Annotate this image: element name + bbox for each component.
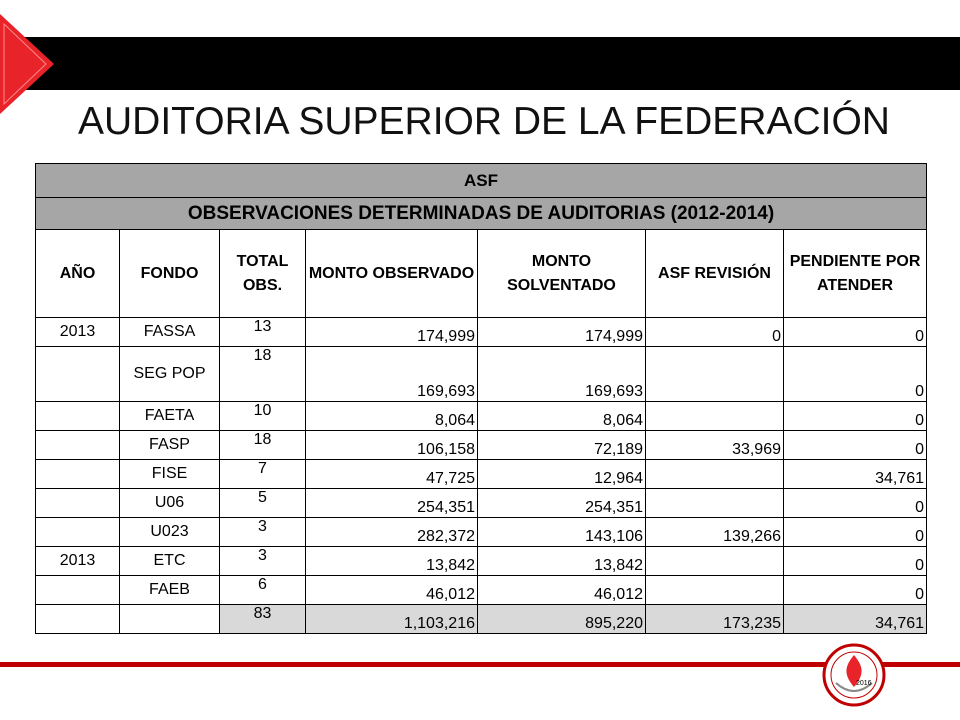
table-row — [36, 318, 927, 347]
cell-year — [36, 402, 120, 431]
totals-fondo-cell — [120, 605, 220, 634]
cell-year — [36, 576, 120, 605]
cell-revision — [646, 460, 784, 489]
table-header-row — [36, 230, 927, 318]
table-row — [36, 460, 927, 489]
table-band-asf: ASF — [36, 164, 927, 198]
totals-row — [36, 605, 927, 634]
table-row — [36, 347, 927, 402]
cell-observado: 169,693 — [306, 347, 478, 402]
cell-solventado: 8,064 — [478, 402, 646, 431]
cell-pendiente: 0 — [784, 576, 927, 605]
cell-pendiente: 0 — [784, 547, 927, 576]
cell-fondo: FASSA — [120, 318, 220, 347]
cell-year: 2013 — [36, 318, 120, 347]
asf-seal-logo — [822, 643, 886, 707]
totals-solventado: 895,220 — [478, 605, 646, 634]
cell-revision — [646, 402, 784, 431]
cell-solventado: 46,012 — [478, 576, 646, 605]
totals-observado: 1,103,216 — [306, 605, 478, 634]
table-row — [36, 489, 927, 518]
cell-total: 7 — [220, 460, 306, 489]
cell-fondo: FAEB — [120, 576, 220, 605]
cell-observado: 106,158 — [306, 431, 478, 460]
col-header-year: AÑO — [36, 230, 120, 318]
col-header-revision: ASF REVISIÓN — [646, 230, 784, 318]
cell-pendiente: 34,761 — [784, 460, 927, 489]
cell-year — [36, 347, 120, 402]
cell-fondo: FAETA — [120, 402, 220, 431]
totals-total: 83 — [220, 605, 306, 634]
cell-solventado: 254,351 — [478, 489, 646, 518]
cell-revision — [646, 347, 784, 402]
seal-year: 2016 — [856, 680, 872, 687]
table-row — [36, 431, 927, 460]
col-header-fondo: FONDO — [120, 230, 220, 318]
table-row — [36, 402, 927, 431]
cell-revision: 33,969 — [646, 431, 784, 460]
cell-revision: 139,266 — [646, 518, 784, 547]
cell-pendiente: 0 — [784, 489, 927, 518]
totals-year-cell — [36, 605, 120, 634]
cell-solventado: 12,964 — [478, 460, 646, 489]
cell-observado: 8,064 — [306, 402, 478, 431]
cell-fondo: U06 — [120, 489, 220, 518]
cell-total: 6 — [220, 576, 306, 605]
cell-observado: 13,842 — [306, 547, 478, 576]
cell-total: 10 — [220, 402, 306, 431]
cell-total: 3 — [220, 518, 306, 547]
cell-fondo: SEG POP — [120, 347, 220, 402]
bottom-red-line — [0, 662, 960, 667]
cell-pendiente: 0 — [784, 318, 927, 347]
cell-total: 18 — [220, 431, 306, 460]
cell-revision: 0 — [646, 318, 784, 347]
cell-fondo: FISE — [120, 460, 220, 489]
cell-solventado: 143,106 — [478, 518, 646, 547]
cell-year — [36, 489, 120, 518]
cell-pendiente: 0 — [784, 518, 927, 547]
cell-total: 5 — [220, 489, 306, 518]
cell-year — [36, 518, 120, 547]
table-row — [36, 576, 927, 605]
red-chevron-decoration — [0, 14, 54, 114]
cell-year — [36, 460, 120, 489]
cell-total: 3 — [220, 547, 306, 576]
cell-observado: 282,372 — [306, 518, 478, 547]
page-title: AUDITORIA SUPERIOR DE LA FEDERACIÓN — [78, 100, 890, 143]
cell-revision — [646, 489, 784, 518]
cell-pendiente: 0 — [784, 431, 927, 460]
cell-year: 2013 — [36, 547, 120, 576]
cell-observado: 254,351 — [306, 489, 478, 518]
cell-solventado: 174,999 — [478, 318, 646, 347]
cell-solventado: 13,842 — [478, 547, 646, 576]
cell-observado: 46,012 — [306, 576, 478, 605]
cell-pendiente: 0 — [784, 402, 927, 431]
col-header-solventado: MONTO SOLVENTADO — [478, 230, 646, 318]
cell-observado: 47,725 — [306, 460, 478, 489]
cell-year — [36, 431, 120, 460]
col-header-observado: MONTO OBSERVADO — [306, 230, 478, 318]
cell-fondo: U023 — [120, 518, 220, 547]
cell-revision — [646, 576, 784, 605]
cell-total: 13 — [220, 318, 306, 347]
totals-revision: 173,235 — [646, 605, 784, 634]
top-black-bar — [0, 37, 960, 90]
cell-solventado: 169,693 — [478, 347, 646, 402]
table-row — [36, 518, 927, 547]
col-header-pendiente: PENDIENTE POR ATENDER — [784, 230, 927, 318]
cell-solventado: 72,189 — [478, 431, 646, 460]
cell-fondo: FASP — [120, 431, 220, 460]
col-header-total: TOTAL OBS. — [220, 230, 306, 318]
cell-fondo: ETC — [120, 547, 220, 576]
cell-pendiente: 0 — [784, 347, 927, 402]
totals-pendiente: 34,761 — [784, 605, 927, 634]
cell-revision — [646, 547, 784, 576]
observations-table — [35, 163, 927, 634]
cell-total: 18 — [220, 347, 306, 402]
cell-observado: 174,999 — [306, 318, 478, 347]
table-row — [36, 547, 927, 576]
table-band-title: OBSERVACIONES DETERMINADAS DE AUDITORIAS (2012-2014) — [36, 198, 927, 230]
